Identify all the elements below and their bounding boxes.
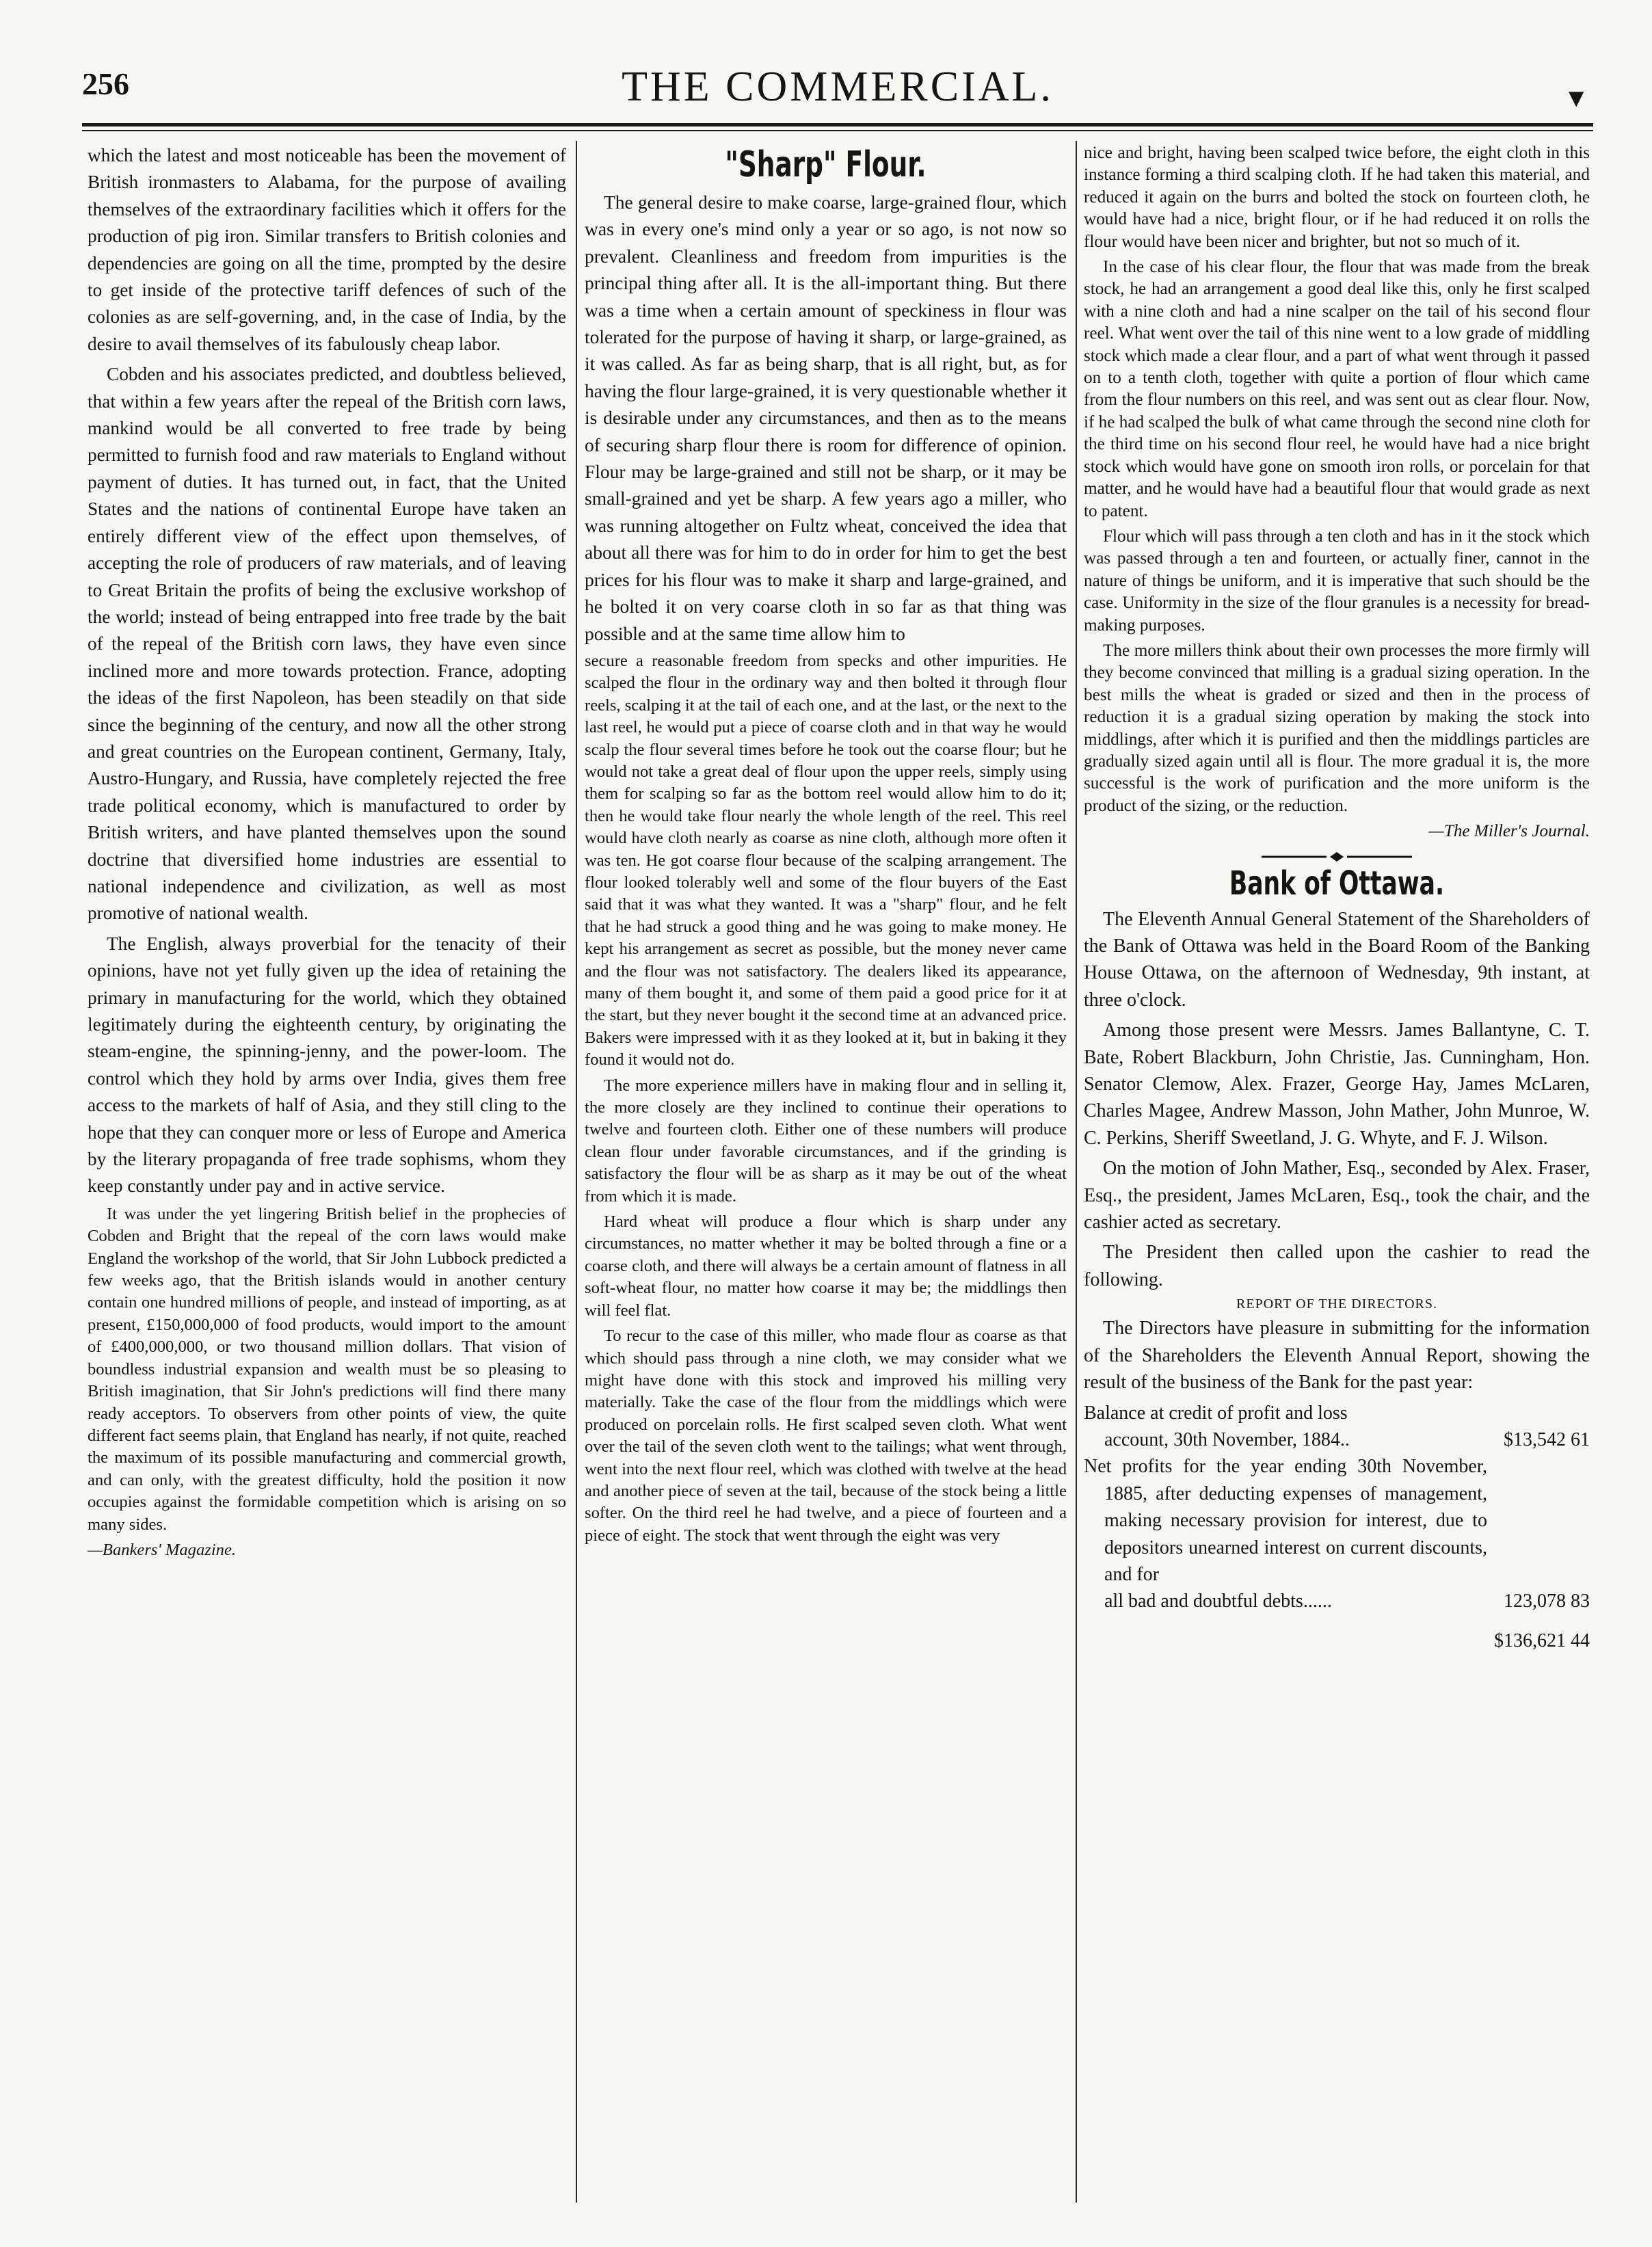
- page-header: [82, 63, 1593, 116]
- report-intro: The Directors have pleasure in submitting for the information of the Shareholders the Eleventh Annual Report, showing the result of the business of the Bank for the past year:: [1084, 1318, 1590, 1394]
- article-paragraph: Flour which will pass through a ten cloth and has in it the stock which was passed through a ten and fourteen, or actually finer, cannot in the nature of things be uniform, and it is imperative that such should be the case. Uniformity in the size of the flour granules is a necessity for bread-making purposes.: [1084, 527, 1590, 635]
- article-paragraph: secure a reasonable freedom from specks and other impurities. He scalped the flour in the ordinary way and then bolted it through flour reels, scalping it at the tail of each one, and at the last, or the next to the last reel, he would put a piece of coarse cloth and in that way he would scalp the flour several times before he took out the coarse flour; but he would not take a great deal of flour upon the upper reels, simply using them for scalping so far as the bottom reel would allow him to do it; then he would take flour nearly the whole length of the reel. This reel would have cloth nearly as coarse as nine cloth, although more often it was ten. He got coarse flour because of the scalping arrangement. The flour looked tolerably well and some of the flour buyers of the East said that it was what they wanted. It was a "sharp" flour, and he felt that he had struck a good thing and he was going to make money. He kept his arrangement as secret as possible, but the money never came and the flour was not satisfactory. The dealers liked its appearance, many of them bought it, and some of them paid a good price for it at the start, but they never bought it the second time at an advanced price. Bakers were impressed with it as they looked at it, but in baking it they found it would not do.: [585, 651, 1067, 1069]
- article-paragraph: In the case of his clear flour, the flour that was made from the break stock, he had an arrangement a good deal like this, only he first scalped with a nine cloth and had a nine scalper on the tail of his second flour reel. What went over the tail of this nine went to a low grade of middling stock which made a clear flour, and a part of what went through it passed on to a tenth cloth, together with quite a portion of flour which came from the flour numbers on this reel, and was sent out as clear flour. Now, if he had scalped the bulk of what came through the second nine cloth for the third time on his second flour reel, he would have had a nice bright stock which would have gone on smooth iron rolls, or porcelain for that matter, and he would have had a beautiful flour that would grade as next to patent.: [1084, 258, 1590, 520]
- balance-row: [1084, 1426, 1590, 1453]
- profits-row: [1084, 1588, 1590, 1614]
- article-paragraph: It was under the yet lingering British belief in the prophecies of Cobden and Bright that the repeal of the corn laws would make England the workshop of the world, that Sir John Lubbock predicted a few weeks ago, that the British islands would in another century contain one hundred millions of people, and instead of importing, as at present, £150,000,000 of food products, would import to the amount of £400,000,000, or two thousand million dollars. That vision of boundless industrial expansion and wealth must be so pleasing to British imagination, that Sir John's predictions will find there many ready acceptors. To observers from other points of view, the quite different fact seems plain, that England has nearly, if not quite, reached the maximum of its possible manufacturing and commercial growth, and can only, with the greatest difficulty, hold the position it now occupies against the formidable competition which is arising on so many sides.: [88, 1204, 566, 1534]
- column-one: [88, 142, 566, 1561]
- article-paragraph: which the latest and most noticeable has been the movement of British ironmasters to Alabama, for the purpose of availing themselves of the extraordinary facilities which it offers for the production of pig iron. Similar transfers to British colonies and dependencies are going on all the time, prompted by the desire to get inside of the protective tariff defences of such of the colonies as are self-governing, and, in the case of India, by the desire to avail themselves of its fabulously cheap labor.: [88, 145, 566, 354]
- profits-amount: 123,078 83: [1504, 1591, 1590, 1612]
- article-paragraph: The more experience millers have in making flour and in selling it, the more closely are they inclined to continue their operations to twelve and fourteen cloth. Either one of these numbers will produce clean flour under favorable circumstances, and if the grinding is satisfactory the flour will be as sharp as it may be out of the wheat from which it is made.: [585, 1076, 1067, 1206]
- article-paragraph: Cobden and his associates predicted, and doubtless believed, that within a few years after the repeal of the British corn laws, mankind would be all converted to free trade by being permitted to furnish food and raw materials to England without payment of duties. It has turned out, in fact, that the United States and the nations of continental Europe have taken an entirely different view of the effect upon themselves, of accepting the role of producers of raw materials, and of leaving to Great Britain the profits of being the exclusive workshop of the world; instead of being entrapped into free trade by the bait of the repeal of the British corn laws, they have even since inclined more and more towards protection. France, adopting the ideas of the first Napoleon, has been steadily on that side since the beginning of the century, and now all the other strong and great countries on the European continent, Germany, Italy, Austro-Hungary, and Russia, have completely rejected the free trade political economy, which is manufactured to order by British writers, and have planted themselves upon the sound doctrine that diversified home industries are essential to national independence and civilization, as well as most promotive of national wealth.: [88, 364, 566, 924]
- column-two: [585, 142, 1067, 1550]
- article-paragraph: nice and bright, having been scalped twice before, the eight cloth in this instance forming a third scalping cloth. If he had taken this material, and reduced it again on the burrs and bolted the stock on fourteen cloth, he would have had a nice, bright flour, or if he had reduced it on rolls the flour would have been nicer and brighter, but not so much of it.: [1084, 144, 1590, 251]
- header-rule-thin: [82, 130, 1593, 131]
- ornament-divider: [1262, 851, 1412, 862]
- article-paragraph: The Eleventh Annual General Statement of the Shareholders of the Bank of Ottawa was held in the Board Room of the Banking House Ottawa, on the afternoon of Wednesday, 9th instant, at three o'clock.: [1084, 908, 1590, 1011]
- balance-account-label: account, 30th November, 1884..: [1104, 1428, 1350, 1450]
- article-paragraph: Hard wheat will produce a flour which is sharp under any circumstances, no matter whether it may be bolted through a fine or a coarse cloth, and there will always be a certain amount of flatness in all soft-wheat flour, no matter how coarse it may be; the middlings then will feel flat.: [585, 1212, 1067, 1320]
- corner-arrow-mark: ▼: [1563, 84, 1589, 113]
- article-paragraph: The general desire to make coarse, large-grained flour, which was in every one's mind only a year or so ago, is not now so prevalent. Cleanliness and freedom from impurities is the principal thing after all. It is the all-important thing. But there was a time when a certain amount of speckiness in flour was tolerated for the purpose of having it sharp, or large-grained, as it was called. As far as being sharp, that is all right, but, as for having the flour large-grained, it is very questionable whether it is desirable under any circumstances, and then as to the means of securing sharp flour there is room for difference of opinion. Flour may be large-grained and still not be sharp, or it may be small-grained and yet be sharp. A few years ago a miller, who was running altogether on Fultz wheat, conceived the idea that about all there was for him to do in order for him to get the best prices for his flour was to make it sharp and large-grained, and he bolted it on very coarse cloth in so far as that thing was possible and at the same time allow him to: [585, 191, 1067, 644]
- article-paragraph: The more millers think about their own processes the more firmly will they become convinced that milling is a gradual sizing operation. In the best mills the wheat is graded or sized and then in the process of reduction it is a gradual sizing operation by making the stock into middlings, after which it is purified and then the middlings particles are gradually sized again until all is flour. The more gradual it is, the more successful is the work of purification and the more uniform is the product of the sizing, or the reduction.: [1084, 641, 1590, 815]
- total-amount: $136,621 44: [1494, 1630, 1590, 1651]
- article-paragraph: On the motion of John Mather, Esq., seconded by Alex. Fraser, Esq., the president, James McLaren, Esq., took the chair, and the cashier acted as secretary.: [1084, 1158, 1590, 1234]
- column-divider: [1076, 141, 1077, 2203]
- column-divider: [576, 141, 577, 2203]
- balance-amount: $13,542 61: [1504, 1428, 1590, 1450]
- article-source: —The Miller's Journal.: [1428, 822, 1590, 841]
- article-headline: Bank of Ottawa.: [1229, 864, 1445, 903]
- report-heading: REPORT OF THE DIRECTORS.: [1236, 1297, 1437, 1312]
- article-paragraph: To recur to the case of this miller, who made flour as coarse as that which should pass through a nine cloth, we may consider what we might have done with this stock and improved his milling very materially. Take the case of the flour from the middlings which were produced on porcelain rolls. He first scalped seven cloth. What went over the tail of the seven cloth went to the tailings; what went through, went into the next flour reel, which was clothed with twelve at the head and another piece of seven at the tail, because of the stock being a little softer. On the third reel he had twelve, and a piece of fourteen and a piece of eight. The stock that went through the eight was very: [585, 1327, 1067, 1545]
- page-title: THE COMMERCIAL.: [622, 64, 1054, 110]
- header-rule-thick: [82, 123, 1593, 127]
- page-number: 256: [82, 66, 129, 101]
- article-paragraph: Among those present were Messrs. James Ballantyne, C. T. Bate, Robert Blackburn, John Christie, Jas. Cunningham, Hon. Senator Clemow, Alex. Frazer, George Hay, James McLaren, Charles Magee, Andrew Masson, John Mather, John Munroe, W. C. Perkins, Sheriff Sweetland, J. G. Whyte, and F. J. Wilson.: [1084, 1020, 1590, 1149]
- article-paragraph: The English, always proverbial for the tenacity of their opinions, have not yet fully given up the idea of retaining the primary in manufacturing for the world, which they obtained legitimately during the eighteenth century, by originating the steam-engine, the spinning-jenny, and the power-loom. The control which they hold by arms over India, gives them free access to the markets of half of Asia, and they still cling to the hope that they can conquer more or less of Europe and America by the literary propaganda of free trade sophisms, whom they keep constantly under pay and in active service.: [88, 933, 566, 1197]
- article-paragraph: The President then called upon the cashier to read the following.: [1084, 1242, 1590, 1290]
- balance-label: Balance at credit of profit and loss: [1084, 1402, 1348, 1424]
- article-headline: "Sharp" Flour.: [725, 144, 927, 185]
- column-three: [1084, 142, 1590, 1654]
- article-source: —Bankers' Magazine.: [88, 1540, 237, 1559]
- profits-last-line: all bad and doubtful debts......: [1104, 1591, 1332, 1612]
- profits-label: Net profits for the year ending 30th November, 1885, after deducting expenses of management, making necessary provision for interest, due to depositors unearned interest on current discounts, and for: [1084, 1456, 1487, 1585]
